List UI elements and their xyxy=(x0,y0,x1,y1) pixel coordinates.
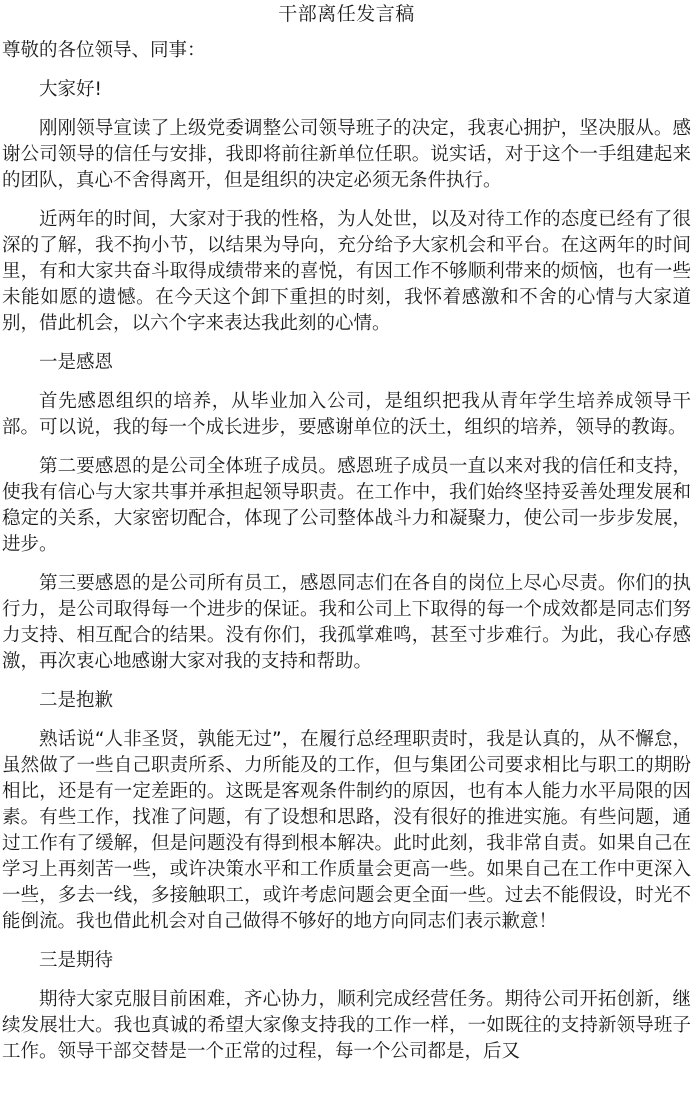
paragraph-1: 刚刚领导宣读了上级党委调整公司领导班子的决定，我衷心拥护，坚决服从。感谢公司领导的信任与安排，我即将前往新单位任职。说实话，对于这个一手组建起来的团队，真心不舍得离开，但是组织的决定必须无条件执行。 xyxy=(2,118,691,191)
paragraph-6: 熟话说“人非圣贤，孰能无过”，在履行总经理职责时，我是认真的，从不懈怠，虽然做了一些自己职责所系、力所能及的工作，但与集团公司要求相比与职工的期盼相比，还是有一定差距的。这既是客观条件制约的原因，也有本人能力水平局限的因素。有些工作，找准了问题，有了设想和思路，没有很好的推进实施。有些问题，通过工作有了缓解，但是问题没有得到根本解决。此时此刻，我非常自责。如果自己在学习上再刻苦一些，或许决策水平和工作质量会更高一些。如果自己在工作中更深入一些，多去一线，多接触职工，或许考虑问题会更全面一些。过去不能假设，时光不能倒流。我也借此机会对自己做得不够好的地方向同志们表示歉意！ xyxy=(2,729,691,932)
greeting: 大家好! xyxy=(39,79,102,100)
paragraph-3: 首先感恩组织的培养，从毕业加入公司，是组织把我从青年学生培养成领导干部。可以说，我的每一个成长进步，要感谢单位的沃土，组织的培养，领导的教诲。 xyxy=(2,391,691,438)
paragraph-2: 近两年的时间，大家对于我的性格，为人处世，以及对待工作的态度已经有了很深的了解，我不拘小节，以结果为导向，充分给予大家机会和平台。在这两年的时间里，有和大家共奋斗取得成绩带来的喜悦，有因工作不够顺利带来的烦恼，也有一些未能如愿的遗憾。在今天这个卸下重担的时刻，我怀着感激和不舍的心情与大家道别，借此机会，以六个字来表达我此刻的心情。 xyxy=(2,209,691,334)
section-heading-apology: 二是抱歉 xyxy=(39,690,114,711)
section-heading-gratitude: 一是感恩 xyxy=(39,352,114,373)
section-heading-expectation: 三是期待 xyxy=(39,950,114,971)
document-title: 干部离任发言稿 xyxy=(278,3,415,25)
paragraph-4: 第二要感恩的是公司全体班子成员。感恩班子成员一直以来对我的信任和支持，使我有信心与大家共事并承担起领导职责。在工作中，我们始终坚持妥善处理发展和稳定的关系，大家密切配合，体现了公司整体战斗力和凝聚力，使公司一步步发展，进步。 xyxy=(2,456,691,555)
paragraph-7: 期待大家克服目前困难，齐心协力，顺利完成经营任务。期待公司开拓创新，继续发展壮大。我也真诚的希望大家像支持我的工作一样，一如既往的支持新领导班子工作。领导干部交替是一个正常的过程，每一个公司都是，后又 xyxy=(2,989,691,1062)
paragraph-5: 第三要感恩的是公司所有员工，感恩同志们在各自的岗位上尽心尽责。你们的执行力，是公司取得每一个进步的保证。我和公司上下取得的每一个成效都是同志们努力支持、相互配合的结果。没有你们，我孤掌难鸣，甚至寸步难行。为此，我心存感激，再次衷心地感谢大家对我的支持和帮助。 xyxy=(2,573,691,672)
salutation: 尊敬的各位领导、同事： xyxy=(2,40,206,61)
